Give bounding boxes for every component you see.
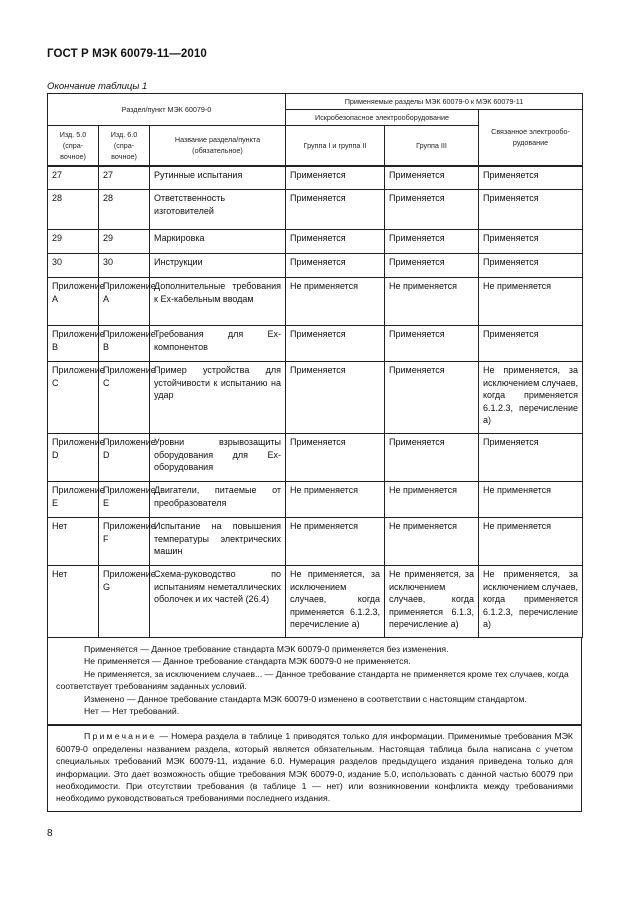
cell-ed5: 27 [48,166,99,190]
head-intrinsic-group: Искробезопасное электрооборудование [286,110,479,126]
legend-item: Нет — Нет требований. [84,706,180,717]
cell-group1: Не применяется [286,278,385,326]
table-head [48,94,583,166]
cell-group3: Применяется [385,166,479,190]
cell-ed5: Приложение B [48,326,99,362]
cell-group1: Применяется [286,190,385,230]
cell-ed5: 29 [48,230,99,254]
cell-group1: Не применяется, за исключением случаев, когда применяется 6.1.2.3, перечисление а) [286,566,385,638]
head-group3: Группа III [385,126,479,166]
cell-assoc: Применяется [479,434,583,482]
cell-group1: Не применяется [286,482,385,518]
cell-group3: Не применяется [385,482,479,518]
table-row [48,482,583,518]
table-row [48,278,583,326]
cell-group3: Применяется [385,254,479,278]
table-row [48,326,583,362]
head-assoc: Связанное электрообо-рудование [479,110,583,166]
head-group1: Группа I и группа II [286,126,385,166]
cell-assoc: Не применяется, за исключением случаев, когда применяется 6.1.2.3, перечисление а) [479,566,583,638]
cell-group1: Не применяется [286,518,385,566]
legend-item: Применяется — Данное требование стандарта МЭК 60079-0 применяется без изменения. [84,644,449,654]
table-container [47,93,582,812]
head-section-group: Раздел/пункт МЭК 60079-0 [48,94,286,126]
cell-assoc: Применяется [479,326,583,362]
table-row [48,230,583,254]
cell-ed5: Нет [48,518,99,566]
cell-ed5: Нет [48,566,99,638]
document-header: ГОСТ Р МЭК 60079-11—2010 [47,48,207,60]
cell-group1: Применяется [286,362,385,434]
cell-ed6: Приложение F [99,518,150,566]
legend-block [47,638,582,725]
cell-assoc: Не применяется [479,518,583,566]
cell-ed5: Приложение A [48,278,99,326]
cell-group1: Применяется [286,230,385,254]
cell-group3: Не применяется [385,518,479,566]
cell-group3: Применяется [385,230,479,254]
cell-name: Уровни взрывозащиты оборудования для Ex-оборудования [150,434,286,482]
head-name: Название раздела/пункта (обязательное) [150,126,286,166]
cell-group3: Применяется [385,362,479,434]
cell-group1: Применяется [286,326,385,362]
cell-ed5: 30 [48,254,99,278]
cell-group3: Не применяется [385,278,479,326]
cell-name: Маркировка [150,230,286,254]
cell-ed5: Приложение E [48,482,99,518]
cell-assoc: Применяется [479,230,583,254]
table-row [48,434,583,482]
cell-group1: Применяется [286,254,385,278]
cell-ed6: 30 [99,254,150,278]
cell-ed6: Приложение G [99,566,150,638]
legend-item: Не применяется, за исключением случаев... — Данное требование стандарта не применяется кроме тех случаев, когда соответствует требованиям заданных условий. [56,668,569,692]
page-number: 8 [47,828,53,839]
cell-name: Рутинные испытания [150,166,286,190]
cell-ed5: 28 [48,190,99,230]
cell-name: Ответственность изготовителей [150,190,286,230]
cell-ed6: Приложение C [99,362,150,434]
cell-group3: Применяется [385,190,479,230]
cell-name: Испытание на повышения температуры электрических машин [150,518,286,566]
cell-name: Двигатели, питаемые от преобразователя [150,482,286,518]
cell-ed6: 28 [99,190,150,230]
note-block [47,725,582,811]
table-row [48,566,583,638]
cell-assoc: Не применяется, за исключением случаев, когда применяется 6.1.2.3, перечисление а) [479,362,583,434]
cell-assoc: Применяется [479,190,583,230]
head-ed5: Изд. 5.0 (спра-вочное) [48,126,99,166]
legend-item: Не применяется — Данное требование стандарта МЭК 60079-0 не применяется. [84,656,411,667]
table-row [48,362,583,434]
cell-name: Требования для Ex-компонентов [150,326,286,362]
cell-ed6: Приложение B [99,326,150,362]
note-text: — Номера раздела в таблице 1 приводятся только для информации. Применимые требования МЭК 60079-0 определены названием раздела, который является обязательным. Настоящая таблица была написана с учетом специальных требований МЭК 60079-11, издание 6.0. Нумерация разделов предыдущего издания приведена только для информации. Это дает возможность общие требования МЭК 60079-0, издание 5.0, использовать с данной частью 60079 при необходимости. При отсутствии требования (в таблице 1 — нет) или возникновении конфликта между требованиями необходимо руководствоваться требованиями последнего издания. [56,731,573,804]
cell-group3: Применяется [385,434,479,482]
requirements-table [47,93,583,638]
table-body [48,166,583,638]
cell-group1: Применяется [286,434,385,482]
cell-name: Пример устройства для устойчивости к испытанию на удар [150,362,286,434]
cell-ed6: Приложение E [99,482,150,518]
table-row [48,166,583,190]
cell-assoc: Не применяется [479,278,583,326]
cell-ed6: 29 [99,230,150,254]
note-label: Примечание [84,731,157,742]
cell-ed5: Приложение D [48,434,99,482]
cell-ed6: 27 [99,166,150,190]
cell-name: Схема-руководство по испытаниям неметаллических оболочек и их частей (26.4) [150,566,286,638]
cell-ed5: Приложение C [48,362,99,434]
cell-ed6: Приложение A [99,278,150,326]
head-ed6: Изд. 6.0 (спра-вочное) [99,126,150,166]
legend-item: Изменено — Данное требование стандарта МЭК 60079-0 изменено в соответствии с настоящим стандартом. [84,693,527,704]
cell-group1: Применяется [286,166,385,190]
table-row [48,254,583,278]
cell-name: Дополнительные требования к Ex-кабельным вводам [150,278,286,326]
cell-group3: Не применяется, за исключением случаев, когда применяется 6.1.3, перечисление а) [385,566,479,638]
cell-assoc: Не применяется [479,482,583,518]
cell-name: Инструкции [150,254,286,278]
table-row [48,518,583,566]
note-paragraph [56,730,573,804]
cell-ed6: Приложение D [99,434,150,482]
cell-assoc: Применяется [479,254,583,278]
cell-group3: Применяется [385,326,479,362]
table-caption: Окончание таблицы 1 [47,81,148,92]
cell-assoc: Применяется [479,166,583,190]
table-row [48,190,583,230]
head-applied-group: Применяемые разделы МЭК 60079-0 к МЭК 60079-11 [286,94,583,110]
